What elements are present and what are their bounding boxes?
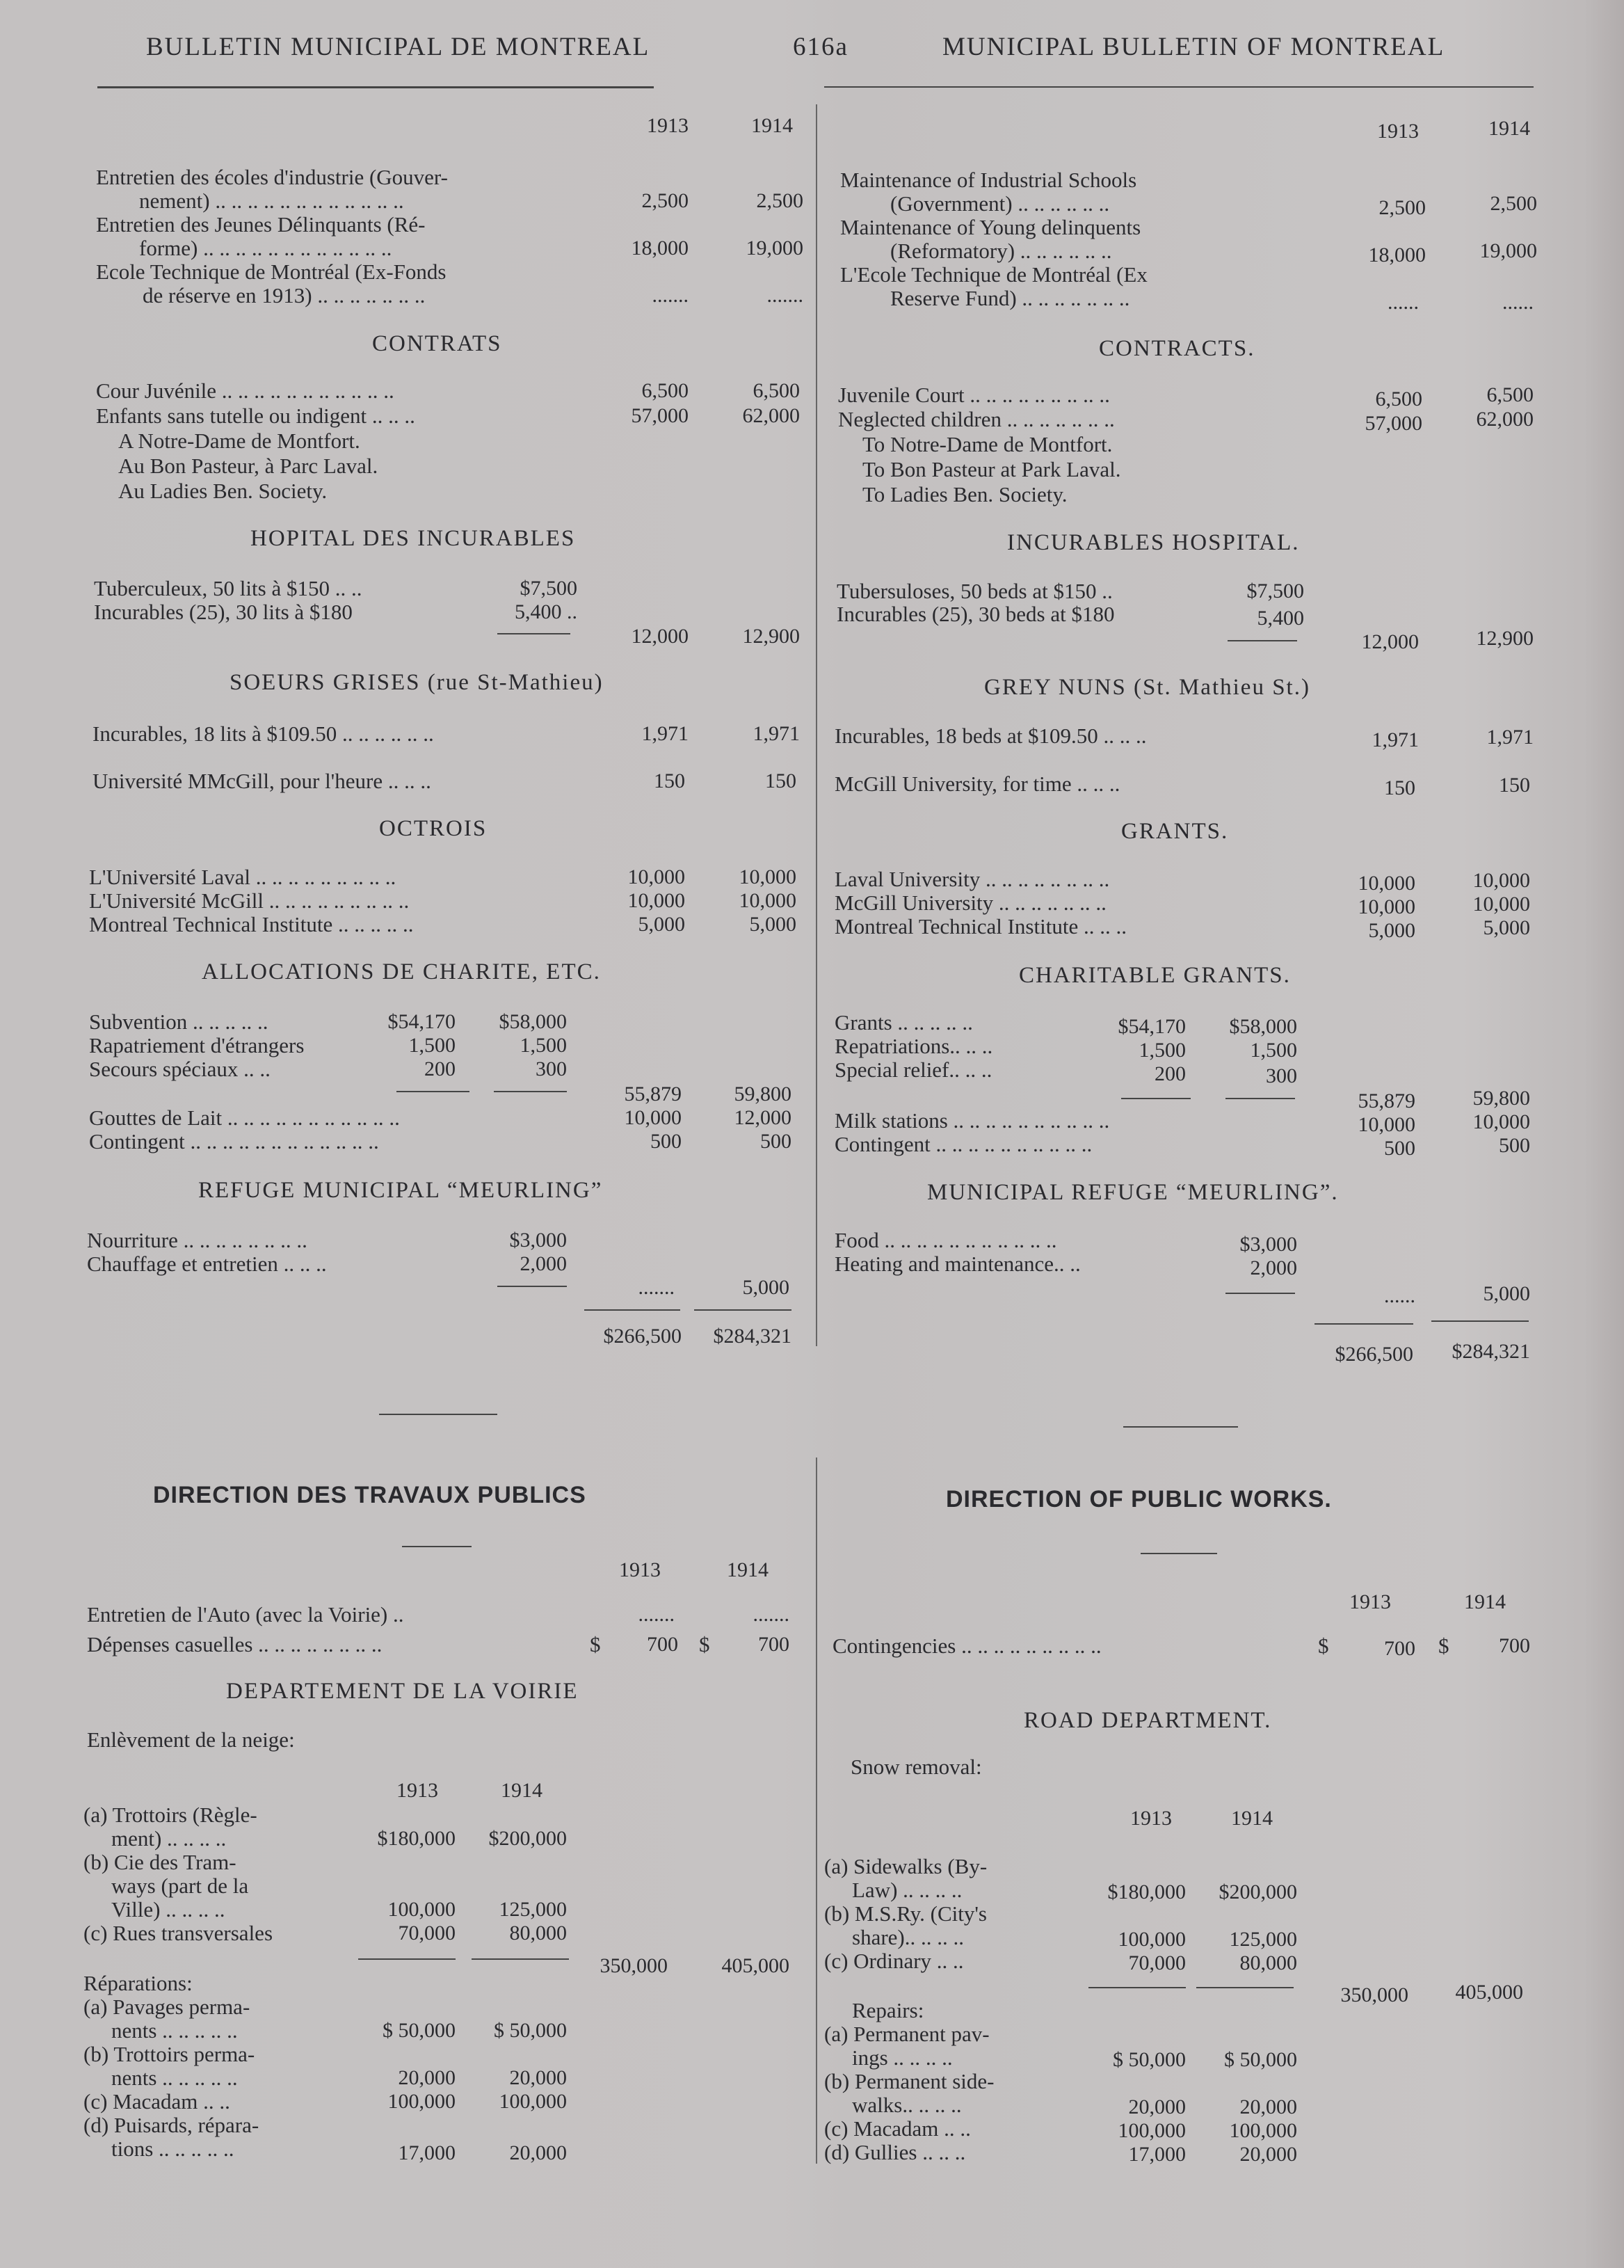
refuge-rule bbox=[497, 1286, 567, 1287]
snow-year-1913: 1913 bbox=[396, 1779, 438, 1802]
snow-year-1914: 1914 bbox=[501, 1779, 542, 1802]
section-separator-right bbox=[1123, 1426, 1238, 1428]
hopital-heading: HOPITAL DES INCURABLES bbox=[250, 526, 576, 551]
auto-1914: ....... bbox=[753, 1603, 789, 1626]
hopital-1913: 12,000 bbox=[631, 625, 689, 648]
tramways-line2: ways (part de la bbox=[111, 1874, 249, 1898]
sidewalks-line1: (a) Sidewalks (By- bbox=[824, 1854, 988, 1878]
tramways-line1: (b) Cie des Tram- bbox=[83, 1850, 236, 1874]
nourriture-amount: $3,000 bbox=[509, 1229, 567, 1252]
reparations-label: Réparations: bbox=[83, 1971, 193, 1995]
header-right-title: MUNICIPAL BULLETIN OF MONTREAL bbox=[942, 33, 1445, 61]
trottoirs-1913: $180,000 bbox=[377, 1827, 456, 1850]
macadam-label: (c) Macadam .. .. bbox=[83, 2089, 230, 2114]
year-1914: 1914 bbox=[751, 114, 793, 137]
charitable-1914: 59,800 bbox=[1472, 1087, 1530, 1110]
sidewalks-1914: $200,000 bbox=[1219, 1880, 1297, 1903]
grants-label: Grants .. .. .. .. .. bbox=[835, 1010, 973, 1035]
ordinary-1914: 80,000 bbox=[1239, 1951, 1297, 1974]
mcgill-time-right-1913: 150 bbox=[1384, 776, 1415, 799]
direction-year-1914: 1914 bbox=[727, 1558, 769, 1581]
gullies-1914: 20,000 bbox=[1239, 2143, 1297, 2166]
enfants-1914: 62,000 bbox=[742, 404, 800, 427]
mcgill-right-label: McGill University .. .. .. .. .. .. .. bbox=[835, 891, 1107, 915]
octrois-heading: OCTROIS bbox=[379, 816, 488, 841]
pavages-1913: $ 50,000 bbox=[383, 2019, 456, 2042]
road-rule-2 bbox=[1196, 1987, 1294, 1988]
rapatriement-label: Rapatriement d'étrangers bbox=[89, 1033, 305, 1057]
direction-year-1913: 1913 bbox=[619, 1558, 661, 1581]
refuge-heading: REFUGE MUNICIPAL “MEURLING” bbox=[198, 1178, 603, 1203]
chauffage-amount: 2,000 bbox=[520, 1252, 567, 1275]
rapatriement-1914: 1,500 bbox=[520, 1034, 567, 1057]
ecole-1914-right: ...... bbox=[1502, 291, 1534, 314]
road-year-1914: 1914 bbox=[1231, 1807, 1273, 1830]
allocations-heading: ALLOCATIONS DE CHARITE, ETC. bbox=[202, 959, 601, 984]
depenses-label: Dépenses casuelles .. .. .. .. .. .. .. .. bbox=[87, 1632, 383, 1656]
hospital-heading: INCURABLES HOSPITAL. bbox=[1007, 530, 1300, 555]
mti-right-1913: 5,000 bbox=[1368, 919, 1415, 942]
grey-nuns-1914: 1,971 bbox=[1486, 726, 1534, 749]
grants-1914: $58,000 bbox=[1229, 1015, 1297, 1038]
perm-side-line2: walks.. .. .. .. bbox=[852, 2093, 962, 2117]
neglected-1913: 57,000 bbox=[1365, 412, 1422, 435]
hospital-1914: 12,900 bbox=[1476, 627, 1534, 650]
bon-pasteur-line: Au Bon Pasteur, à Parc Laval. bbox=[118, 454, 378, 478]
trottoirs-perm-line2: nents .. .. .. .. .. bbox=[111, 2066, 238, 2090]
puisards-1914: 20,000 bbox=[509, 2141, 567, 2164]
enfants-1913: 57,000 bbox=[631, 404, 689, 427]
ecole-technique-line2: de réserve en 1913) .. .. .. .. .. .. .. bbox=[143, 283, 426, 308]
total-rule-1914 bbox=[694, 1309, 791, 1311]
hospital-1913: 12,000 bbox=[1361, 630, 1419, 653]
cour-juvenile-1913: 6,500 bbox=[641, 379, 689, 402]
macadam-right-label: (c) Macadam .. .. bbox=[824, 2116, 971, 2141]
laval-right-label: Laval University .. .. .. .. .. .. .. .. bbox=[835, 867, 1110, 891]
young-1913: 18,000 bbox=[1368, 243, 1426, 266]
rues-1914: 80,000 bbox=[509, 1922, 567, 1944]
industrial-line1: Maintenance of Industrial Schools bbox=[840, 168, 1137, 192]
column-divider-bottom bbox=[816, 1458, 817, 2164]
direction-right-year-1914: 1914 bbox=[1464, 1590, 1506, 1613]
macadam-right-1914: 100,000 bbox=[1229, 2119, 1297, 2142]
tuberculeux-amount: $7,500 bbox=[520, 577, 577, 600]
refuge-1914: 5,000 bbox=[742, 1276, 789, 1299]
trottoirs-perm-1914: 20,000 bbox=[509, 2066, 567, 2089]
milk-1913: 10,000 bbox=[1358, 1113, 1415, 1136]
repatriations-1913: 1,500 bbox=[1139, 1039, 1186, 1062]
hospital-rule bbox=[1228, 640, 1297, 641]
ecole-technique-line1: Ecole Technique de Montréal (Ex-Fonds bbox=[96, 259, 447, 284]
depenses-1913: 700 bbox=[647, 1633, 678, 1656]
industrial-schools-1913: 2,500 bbox=[641, 189, 689, 212]
contingencies-dollar-1914: $ bbox=[1438, 1634, 1449, 1658]
notre-dame-right: To Notre-Dame de Montfort. bbox=[862, 432, 1113, 456]
mti-1913: 5,000 bbox=[638, 913, 685, 936]
ecole-line1-right: L'Ecole Technique de Montréal (Ex bbox=[840, 262, 1148, 287]
industrial-schools-1914: 2,500 bbox=[756, 189, 803, 212]
gullies-1913: 17,000 bbox=[1128, 2143, 1186, 2166]
mti-right-1914: 5,000 bbox=[1483, 916, 1530, 939]
depenses-dollar-1913: $ bbox=[590, 1632, 601, 1656]
page-number: 616a bbox=[793, 33, 849, 61]
total-1914: $284,321 bbox=[713, 1325, 791, 1348]
sidewalks-1913: $180,000 bbox=[1107, 1880, 1186, 1903]
direction-underline-right bbox=[1141, 1553, 1217, 1554]
trottoirs-perm-line1: (b) Trottoirs perma- bbox=[83, 2042, 255, 2066]
ecole-line2-right: Reserve Fund) .. .. .. .. .. .. .. bbox=[890, 286, 1130, 310]
mcgill-time-1914: 150 bbox=[765, 769, 796, 792]
tuberculoses-amount: $7,500 bbox=[1246, 580, 1304, 602]
contingencies-label: Contingencies .. .. .. .. .. .. .. .. .. bbox=[833, 1634, 1102, 1658]
juvenile-court-1914: 6,500 bbox=[1486, 383, 1534, 406]
special-relief-1913: 200 bbox=[1155, 1062, 1186, 1085]
mcgill-time-right-1914: 150 bbox=[1499, 774, 1530, 797]
perm-side-1913: 20,000 bbox=[1128, 2095, 1186, 2118]
pavages-line2: nents .. .. .. .. .. bbox=[111, 2018, 238, 2043]
perm-side-line1: (b) Permanent side- bbox=[824, 2069, 995, 2093]
contingent-1913: 500 bbox=[650, 1130, 682, 1153]
page-edge bbox=[1586, 0, 1624, 2268]
snow-total-1913: 350,000 bbox=[600, 1954, 668, 1977]
allocations-1914: 59,800 bbox=[734, 1083, 791, 1105]
direction-heading: DIRECTION DES TRAVAUX PUBLICS bbox=[153, 1482, 586, 1508]
gullies-label: (d) Gullies .. .. .. bbox=[824, 2140, 966, 2164]
industrial-schools-line1: Entretien des écoles d'industrie (Gouver- bbox=[96, 165, 448, 189]
gouttes-1913: 10,000 bbox=[624, 1106, 682, 1129]
contingent-right-1913: 500 bbox=[1384, 1137, 1415, 1160]
repatriations-label: Repatriations.. .. .. bbox=[835, 1034, 993, 1058]
mcgill-right-1913: 10,000 bbox=[1358, 895, 1415, 918]
macadam-right-1913: 100,000 bbox=[1118, 2119, 1186, 2142]
auto-label: Entretien de l'Auto (avec la Voirie) .. bbox=[87, 1602, 404, 1627]
grey-nuns-label: Incurables, 18 beds at $109.50 .. .. .. bbox=[835, 724, 1147, 748]
year-1913-right: 1913 bbox=[1377, 120, 1419, 143]
enfants-label: Enfants sans tutelle ou indigent .. .. .. bbox=[96, 404, 415, 428]
grants-heading: GRANTS. bbox=[1121, 819, 1229, 844]
total-rule-right-1913 bbox=[1315, 1323, 1413, 1325]
tramways-line3: Ville) .. .. .. .. bbox=[111, 1897, 225, 1922]
total-rule-right-1914 bbox=[1431, 1320, 1529, 1322]
subvention-label: Subvention .. .. .. .. .. bbox=[89, 1009, 268, 1034]
rues-1913: 70,000 bbox=[398, 1922, 456, 1944]
msry-line2: share).. .. .. .. bbox=[852, 1925, 964, 1949]
juvenile-court-label: Juvenile Court .. .. .. .. .. .. .. .. .. bbox=[838, 383, 1110, 407]
snow-total-1914: 405,000 bbox=[721, 1954, 789, 1977]
alloc-rule-2 bbox=[494, 1091, 567, 1092]
rues-label: (c) Rues transversales bbox=[83, 1921, 273, 1945]
subvention-1914: $58,000 bbox=[499, 1010, 567, 1033]
grey-nuns-heading: GREY NUNS (St. Mathieu St.) bbox=[984, 675, 1310, 700]
contracts-heading: CONTRACTS. bbox=[1099, 336, 1255, 361]
snow-removal-label: Snow removal: bbox=[851, 1755, 982, 1779]
rapatriement-1913: 1,500 bbox=[408, 1034, 456, 1057]
voirie-heading: DEPARTEMENT DE LA VOIRIE bbox=[226, 1679, 579, 1704]
tramways-1914: 125,000 bbox=[499, 1898, 567, 1921]
mti-label: Montreal Technical Institute .. .. .. .. .. bbox=[89, 912, 414, 936]
perm-side-1914: 20,000 bbox=[1239, 2095, 1297, 2118]
soeurs-grises-heading: SOEURS GRISES (rue St-Mathieu) bbox=[230, 670, 604, 695]
road-heading: ROAD DEPARTMENT. bbox=[1024, 1708, 1272, 1733]
univ-mcgill-1914: 10,000 bbox=[739, 889, 796, 912]
puisards-line2: tions .. .. .. .. .. bbox=[111, 2137, 234, 2161]
contrats-heading: CONTRATS bbox=[372, 331, 502, 356]
mcgill-time-1913: 150 bbox=[654, 769, 685, 792]
hopital-subtotal-rule bbox=[497, 633, 570, 634]
laval-right-1913: 10,000 bbox=[1358, 872, 1415, 895]
snow-rule-2 bbox=[472, 1958, 569, 1960]
bon-pasteur-right: To Bon Pasteur at Park Laval. bbox=[862, 457, 1121, 481]
gouttes-label: Gouttes de Lait .. .. .. .. .. .. .. .. .. .. .. bbox=[89, 1105, 400, 1130]
ordinary-1913: 70,000 bbox=[1128, 1951, 1186, 1974]
header-left-title: BULLETIN MUNICIPAL DE MONTREAL bbox=[146, 33, 650, 61]
subvention-1913: $54,170 bbox=[387, 1010, 456, 1033]
incurables-right-label: Incurables (25), 30 beds at $180 bbox=[837, 602, 1115, 626]
mcgill-time-right: McGill University, for time .. .. .. bbox=[835, 772, 1120, 796]
total-right-1914: $284,321 bbox=[1452, 1340, 1530, 1363]
laval-1914: 10,000 bbox=[739, 865, 796, 888]
nourriture-label: Nourriture .. .. .. .. .. .. .. .. bbox=[87, 1228, 307, 1252]
section-separator bbox=[379, 1414, 497, 1415]
ladies-ben-line: Au Ladies Ben. Society. bbox=[118, 479, 328, 503]
tramways-1913: 100,000 bbox=[387, 1898, 456, 1921]
ladies-right: To Ladies Ben. Society. bbox=[862, 482, 1068, 506]
young-line2: (Reformatory) .. .. .. .. .. .. bbox=[890, 239, 1112, 263]
ecole-technique-1913: ....... bbox=[652, 284, 689, 307]
refuge-1913-dots: ....... bbox=[638, 1276, 675, 1299]
ecole-technique-1914: ....... bbox=[766, 284, 803, 307]
trottoirs-perm-1913: 20,000 bbox=[398, 2066, 456, 2089]
cour-juvenile-1914: 6,500 bbox=[753, 379, 800, 402]
mcgill-time-label: Université MMcGill, pour l'heure .. .. .. bbox=[93, 769, 431, 793]
heating-label: Heating and maintenance.. .. bbox=[835, 1252, 1081, 1276]
macadam-1914: 100,000 bbox=[499, 2090, 567, 2113]
macadam-1913: 100,000 bbox=[387, 2090, 456, 2113]
milk-label: Milk stations .. .. .. .. .. .. .. .. .. .. bbox=[835, 1108, 1110, 1133]
incurables-right-amount: 5,400 bbox=[1257, 607, 1304, 630]
secours-1914: 300 bbox=[536, 1057, 567, 1080]
sidewalks-line2: Law) .. .. .. .. bbox=[852, 1878, 963, 1902]
repatriations-1914: 1,500 bbox=[1250, 1039, 1297, 1062]
puisards-line1: (d) Puisards, répara- bbox=[83, 2113, 259, 2137]
ecole-1913-right: ...... bbox=[1388, 291, 1419, 314]
trottoirs-line1: (a) Trottoirs (Règle- bbox=[83, 1803, 257, 1827]
refuge-heading-right: MUNICIPAL REFUGE “MEURLING”. bbox=[927, 1180, 1339, 1205]
msry-1913: 100,000 bbox=[1118, 1928, 1186, 1951]
year-1914-right: 1914 bbox=[1488, 117, 1530, 140]
chauffage-label: Chauffage et entretien .. .. .. bbox=[87, 1252, 327, 1276]
depenses-dollar-1914: $ bbox=[699, 1632, 710, 1656]
heating-amount: 2,000 bbox=[1250, 1256, 1297, 1279]
header-rule-right bbox=[824, 86, 1534, 88]
grey-nuns-1913: 1,971 bbox=[1372, 728, 1419, 751]
young-delinquents-line2: forme) .. .. .. .. .. .. .. .. .. .. .. .. bbox=[139, 236, 392, 260]
total-rule-1913 bbox=[584, 1309, 680, 1311]
road-year-1913: 1913 bbox=[1130, 1807, 1172, 1830]
refuge-right-1914: 5,000 bbox=[1483, 1282, 1530, 1305]
young-line1: Maintenance of Young delinquents bbox=[840, 215, 1141, 239]
direction-underline bbox=[402, 1546, 472, 1547]
header-rule-left bbox=[97, 86, 654, 88]
secours-1913: 200 bbox=[424, 1057, 456, 1080]
young-delinquents-line1: Entretien des Jeunes Délinquants (Ré- bbox=[96, 212, 426, 237]
tuberculeux-label: Tuberculeux, 50 lits à $150 .. .. bbox=[94, 576, 362, 600]
milk-1914: 10,000 bbox=[1472, 1110, 1530, 1133]
total-1913: $266,500 bbox=[603, 1325, 682, 1348]
auto-1913: ....... bbox=[638, 1603, 675, 1626]
young-delinquents-1913: 18,000 bbox=[631, 237, 689, 259]
young-1914: 19,000 bbox=[1479, 239, 1537, 262]
perm-pav-1914: $ 50,000 bbox=[1224, 2048, 1297, 2071]
juvenile-court-1913: 6,500 bbox=[1375, 388, 1422, 410]
road-total-1913: 350,000 bbox=[1340, 1983, 1408, 2006]
pavages-line1: (a) Pavages perma- bbox=[83, 1995, 250, 2019]
neglected-label: Neglected children .. .. .. .. .. .. .. bbox=[838, 407, 1115, 431]
road-rule-1 bbox=[1088, 1987, 1186, 1988]
refuge-rule-right bbox=[1225, 1293, 1295, 1294]
laval-label: L'Université Laval .. .. .. .. .. .. .. .. .. bbox=[89, 865, 396, 889]
msry-line1: (b) M.S.Ry. (City's bbox=[824, 1901, 987, 1926]
soeurs-incurables-1914: 1,971 bbox=[753, 722, 800, 745]
incurables-amount: 5,400 .. bbox=[515, 600, 577, 623]
notre-dame-line: A Notre-Dame de Montfort. bbox=[118, 429, 360, 453]
charit-rule-1 bbox=[1121, 1098, 1191, 1099]
trottoirs-1914: $200,000 bbox=[488, 1827, 567, 1850]
perm-pav-1913: $ 50,000 bbox=[1113, 2048, 1186, 2071]
contingent-right-1914: 500 bbox=[1499, 1134, 1530, 1157]
laval-right-1914: 10,000 bbox=[1472, 869, 1530, 892]
grants-1913: $54,170 bbox=[1118, 1015, 1186, 1038]
direction-heading-right: DIRECTION OF PUBLIC WORKS. bbox=[946, 1486, 1332, 1512]
young-delinquents-1914: 19,000 bbox=[746, 237, 803, 259]
charit-rule-2 bbox=[1225, 1098, 1295, 1099]
industrial-1913: 2,500 bbox=[1378, 196, 1426, 219]
mti-right-label: Montreal Technical Institute .. .. .. bbox=[835, 914, 1127, 939]
contingencies-dollar-1913: $ bbox=[1318, 1634, 1329, 1658]
cour-juvenile-label: Cour Juvénile .. .. .. .. .. .. .. .. .. .. .. bbox=[96, 378, 394, 403]
contingencies-1913: 700 bbox=[1384, 1637, 1415, 1660]
road-total-1914: 405,000 bbox=[1455, 1981, 1523, 2004]
direction-right-year-1913: 1913 bbox=[1349, 1590, 1391, 1613]
perm-pav-line1: (a) Permanent pav- bbox=[824, 2022, 990, 2046]
allocations-1913: 55,879 bbox=[624, 1083, 682, 1105]
charitable-1913: 55,879 bbox=[1358, 1089, 1415, 1112]
neglected-1914: 62,000 bbox=[1476, 408, 1534, 431]
snow-rule-1 bbox=[358, 1958, 456, 1960]
secours-label: Secours spéciaux .. .. bbox=[89, 1057, 271, 1081]
refuge-right-1913-dots: ...... bbox=[1384, 1284, 1415, 1307]
repairs-label: Repairs: bbox=[852, 1998, 924, 2022]
contingent-label: Contingent .. .. .. .. .. .. .. .. .. .. .. .. bbox=[89, 1129, 379, 1153]
tuberculoses-label: Tubersuloses, 50 beds at $150 .. bbox=[837, 579, 1113, 603]
industrial-1914: 2,500 bbox=[1490, 192, 1537, 215]
mti-1914: 5,000 bbox=[749, 913, 796, 936]
gouttes-1914: 12,000 bbox=[734, 1106, 791, 1129]
pavages-1914: $ 50,000 bbox=[494, 2019, 567, 2042]
contingent-right-label: Contingent .. .. .. .. .. .. .. .. .. .. bbox=[835, 1132, 1093, 1156]
special-relief-1914: 300 bbox=[1266, 1064, 1297, 1087]
univ-mcgill-label: L'Université McGill .. .. .. .. .. .. .. .. .. bbox=[89, 888, 410, 913]
mcgill-right-1914: 10,000 bbox=[1472, 893, 1530, 916]
contingent-1914: 500 bbox=[760, 1130, 791, 1153]
soeurs-incurables-label: Incurables, 18 lits à $109.50 .. .. .. .. .. .. bbox=[93, 721, 434, 746]
incurables-label: Incurables (25), 30 lits à $180 bbox=[94, 600, 353, 624]
univ-mcgill-1913: 10,000 bbox=[627, 889, 685, 912]
soeurs-incurables-1913: 1,971 bbox=[641, 722, 689, 745]
perm-pav-line2: ings .. .. .. .. bbox=[852, 2045, 953, 2070]
industrial-schools-line2: nement) .. .. .. .. .. .. .. .. .. .. .. .. bbox=[139, 189, 404, 213]
contingencies-1914: 700 bbox=[1499, 1634, 1530, 1657]
depenses-1914: 700 bbox=[758, 1633, 789, 1656]
column-divider-top bbox=[816, 104, 817, 1346]
enlevement-label: Enlèvement de la neige: bbox=[87, 1727, 295, 1752]
hopital-1914: 12,900 bbox=[742, 625, 800, 648]
food-amount: $3,000 bbox=[1239, 1233, 1297, 1256]
puisards-1913: 17,000 bbox=[398, 2141, 456, 2164]
total-right-1913: $266,500 bbox=[1335, 1343, 1413, 1366]
special-relief-label: Special relief.. .. .. bbox=[835, 1057, 992, 1082]
trottoirs-line2: ment) .. .. .. .. bbox=[111, 1826, 227, 1851]
food-label: Food .. .. .. .. .. .. .. .. .. .. .. bbox=[835, 1228, 1057, 1252]
laval-1913: 10,000 bbox=[627, 865, 685, 888]
charitable-heading: CHARITABLE GRANTS. bbox=[1019, 963, 1291, 988]
ordinary-label: (c) Ordinary .. .. bbox=[824, 1949, 964, 1973]
alloc-rule-1 bbox=[396, 1091, 469, 1092]
industrial-line2: (Government) .. .. .. .. .. .. bbox=[890, 191, 1110, 216]
year-1913: 1913 bbox=[647, 114, 689, 137]
msry-1914: 125,000 bbox=[1229, 1928, 1297, 1951]
